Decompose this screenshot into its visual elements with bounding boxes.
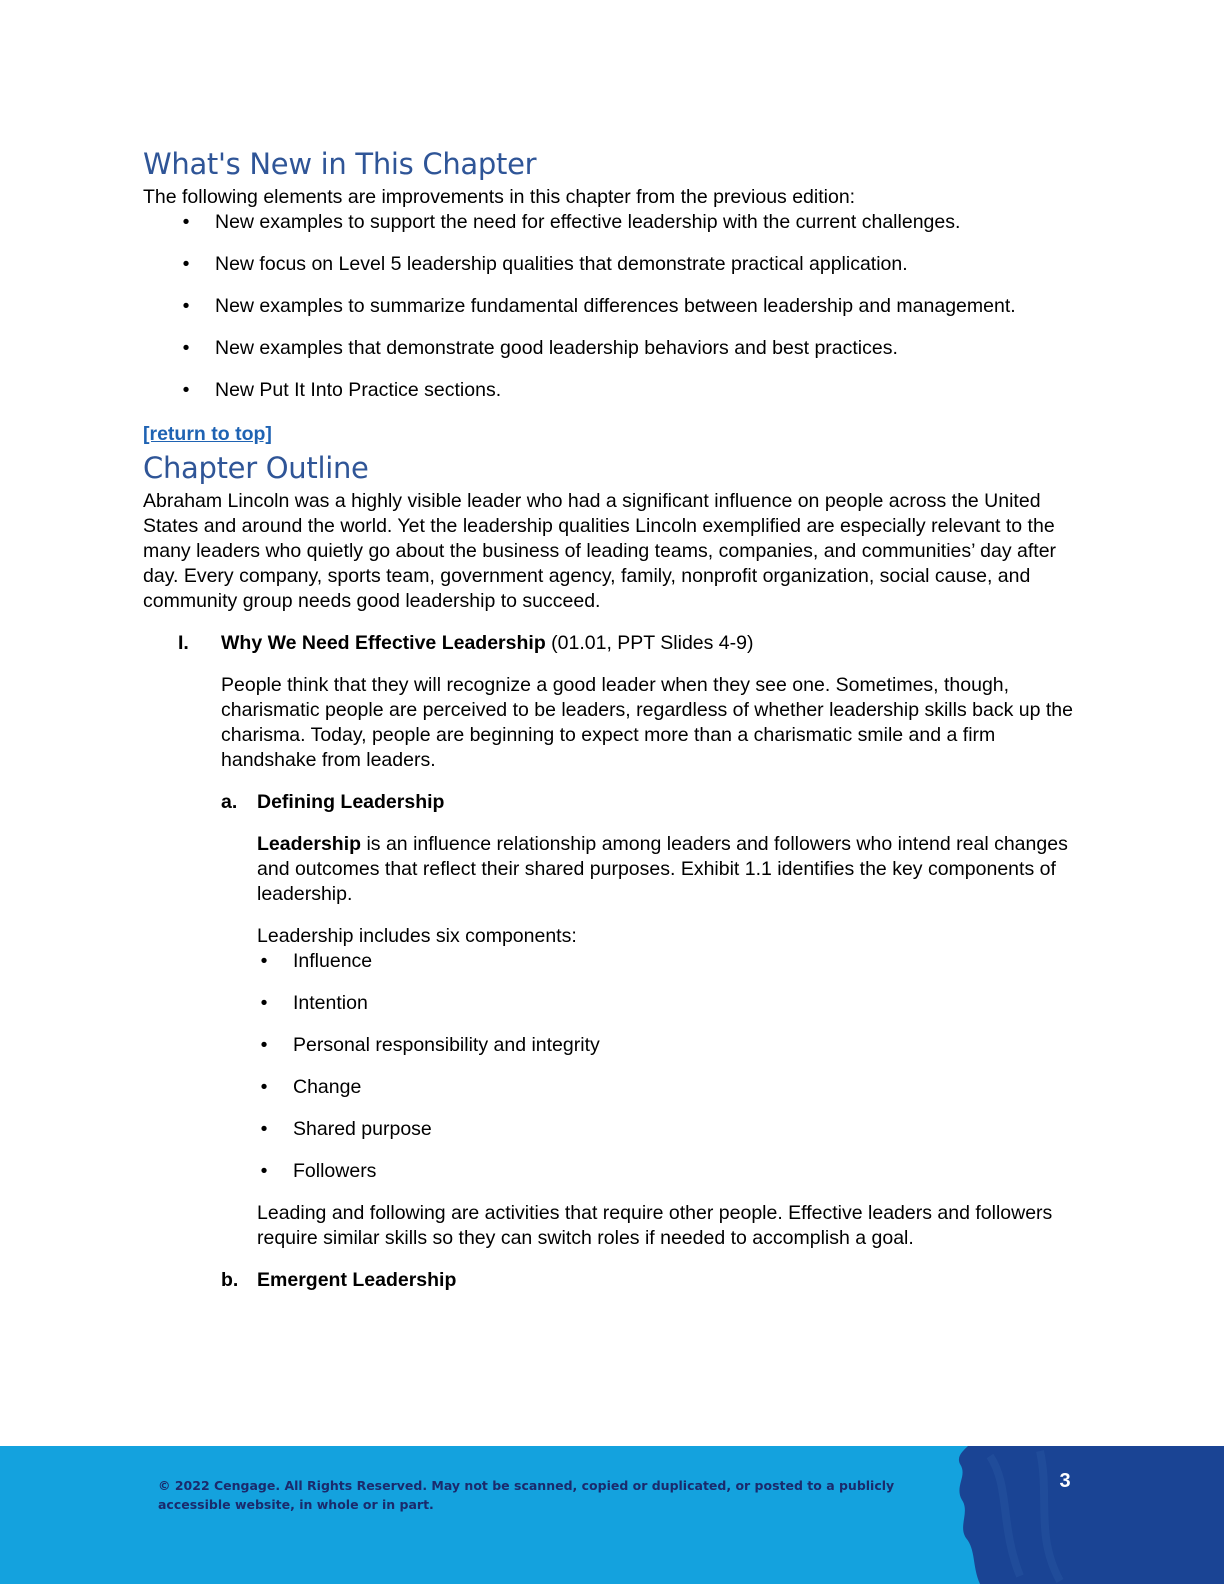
list-item-text: New examples that demonstrate good leadership behaviors and best practices.	[215, 337, 898, 359]
section-1-title-line	[221, 631, 1073, 656]
subsection-b	[221, 1268, 1073, 1293]
components-closing: Leading and following are activities that require other people. Effective leaders and followers require similar skills so they can switch roles if needed to accomplish a goal.	[257, 1202, 1053, 1249]
whats-new-list	[143, 210, 1073, 403]
subsection-b-title: Emergent Leadership	[257, 1269, 457, 1291]
bullet-icon: •	[260, 950, 268, 972]
list-item	[182, 336, 1073, 361]
list-item	[260, 1159, 1073, 1184]
subsection-marker: a.	[221, 791, 238, 813]
list-item	[182, 210, 1073, 235]
list-item	[260, 1075, 1073, 1100]
bullet-icon: •	[182, 379, 190, 401]
bullet-icon: •	[182, 211, 190, 233]
chapter-outline-intro: Abraham Lincoln was a highly visible leader who had a significant influence on people across the United States and around the world. Yet the leadership qualities Lincoln exemplified are especially relevant to the many leaders who quietly go about the business of leading teams, companies, and communities’ day after day. Every company, sports team, government agency, family, nonprofit organization, social cause, and community group needs good leadership to succeed.	[143, 490, 1057, 612]
list-item	[182, 378, 1073, 403]
list-item	[182, 294, 1073, 319]
bullet-icon: •	[182, 337, 190, 359]
chapter-outline-heading: Chapter Outline	[143, 451, 369, 485]
list-item-text: Change	[293, 1076, 362, 1098]
subsection-a	[221, 790, 1073, 1251]
list-item	[260, 991, 1073, 1016]
list-item-text: New focus on Level 5 leadership qualities that demonstrate practical application.	[215, 253, 908, 275]
bullet-icon: •	[182, 253, 190, 275]
list-item	[260, 1117, 1073, 1142]
bullet-icon: •	[260, 992, 268, 1014]
list-item	[260, 1033, 1073, 1058]
list-item	[182, 252, 1073, 277]
definition-text: is an influence relationship among leaders and followers who intend real changes and outcomes that reflect their shared purposes. Exhibit 1.1 identifies the key components of leadership.	[257, 833, 1068, 905]
page-content	[143, 143, 1073, 1293]
components-intro: Leadership includes six components:	[257, 925, 577, 947]
footer-band	[0, 1446, 1224, 1584]
bullet-icon: •	[182, 295, 190, 317]
list-item-text: Intention	[293, 992, 368, 1014]
bullet-icon: •	[260, 1160, 268, 1182]
page-number: 3	[1059, 1470, 1071, 1492]
whats-new-intro: The following elements are improvements in this chapter from the previous edition:	[143, 186, 856, 208]
section-1-reference: (01.01, PPT Slides 4-9)	[545, 632, 754, 654]
list-item-text: Personal responsibility and integrity	[293, 1034, 600, 1056]
brush-stroke-decoration	[950, 1446, 1224, 1584]
whats-new-heading: What's New in This Chapter	[143, 147, 537, 181]
list-item-text: New examples to summarize fundamental differences between leadership and management.	[215, 295, 1016, 317]
copyright-notice: © 2022 Cengage. All Rights Reserved. May not be scanned, copied or duplicated, or posted to a publicly accessible website, in whole or in part.	[158, 1478, 895, 1512]
leadership-definition	[257, 832, 1073, 907]
list-item-text: New examples to support the need for effective leadership with the current challenges.	[215, 211, 961, 233]
definition-term: Leadership	[257, 833, 362, 855]
outline-section-1	[143, 631, 1073, 1293]
bullet-icon: •	[260, 1034, 268, 1056]
bullet-icon: •	[260, 1118, 268, 1140]
list-item	[260, 949, 1073, 974]
subsection-marker: b.	[221, 1269, 239, 1291]
components-list	[257, 949, 1073, 1184]
section-1-paragraph: People think that they will recognize a good leader when they see one. Sometimes, though, charismatic people are perceived to be leaders, regardless of whether leadership skills back up the charisma. Today, people are beginning to expect more than a charismatic smile and a firm handshake from leaders.	[221, 674, 1073, 771]
list-item-text: New Put It Into Practice sections.	[215, 379, 502, 401]
list-item-text: Followers	[293, 1160, 377, 1182]
list-item-text: Shared purpose	[293, 1118, 432, 1140]
section-1-title: Why We Need Effective Leadership	[221, 632, 546, 654]
return-to-top-link[interactable]: [return to top]	[143, 423, 272, 445]
list-item-text: Influence	[293, 950, 373, 972]
roman-numeral-marker: I.	[178, 632, 189, 654]
bullet-icon: •	[260, 1076, 268, 1098]
subsection-a-title: Defining Leadership	[257, 791, 445, 813]
